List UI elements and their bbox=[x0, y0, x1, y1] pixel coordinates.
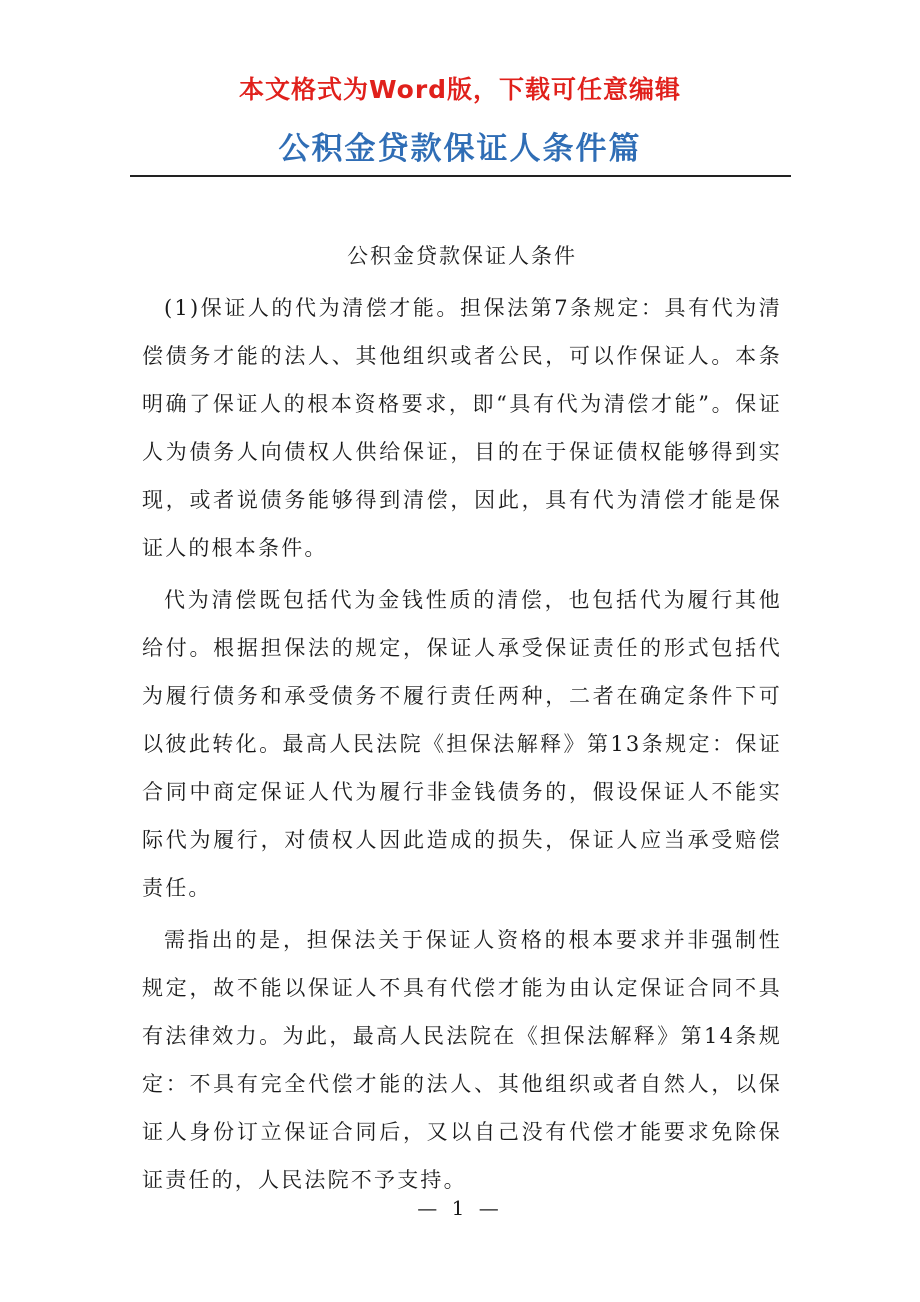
title-divider bbox=[130, 175, 791, 177]
document-body bbox=[142, 232, 782, 1208]
paragraph: 代为清偿既包括代为金钱性质的清偿，也包括代为履行其他给付。根据担保法的规定，保证人承受保证责任的形式包括代为履行债务和承受债务不履行责任两种，二者在确定条件下可以彼此转化。最高人民法院《担保法解释》第13条规定：保证合同中商定保证人代为履行非金钱债务的，假设保证人不能实际代为履行，对债权人因此造成的损失，保证人应当承受赔偿责任。 bbox=[142, 588, 782, 900]
document-title: 公积金贷款保证人条件篇 bbox=[278, 131, 642, 167]
page-number: — 1 — bbox=[417, 1196, 503, 1220]
format-banner: 本文格式为Word版，下载可任意编辑 bbox=[238, 75, 682, 104]
section-heading: 公积金贷款保证人条件 bbox=[347, 244, 577, 268]
paragraph: 需指出的是，担保法关于保证人资格的根本要求并非强制性规定，故不能以保证人不具有代偿才能为由认定保证合同不具有法律效力。为此，最高人民法院在《担保法解释》第14条规定：不具有完全代偿才能的法人、其他组织或者自然人，以保证人身份订立保证合同后，又以自己没有代偿才能要求免除保证责任的，人民法院不予支持。 bbox=[142, 928, 782, 1192]
paragraph: (1)保证人的代为清偿才能。担保法第7条规定：具有代为清偿债务才能的法人、其他组织或者公民，可以作保证人。本条明确了保证人的根本资格要求，即“具有代为清偿才能”。保证人为债务人向债权人供给保证，目的在于保证债权能够得到实现，或者说债务能够得到清偿，因此，具有代为清偿才能是保证人的根本条件。 bbox=[142, 296, 782, 560]
